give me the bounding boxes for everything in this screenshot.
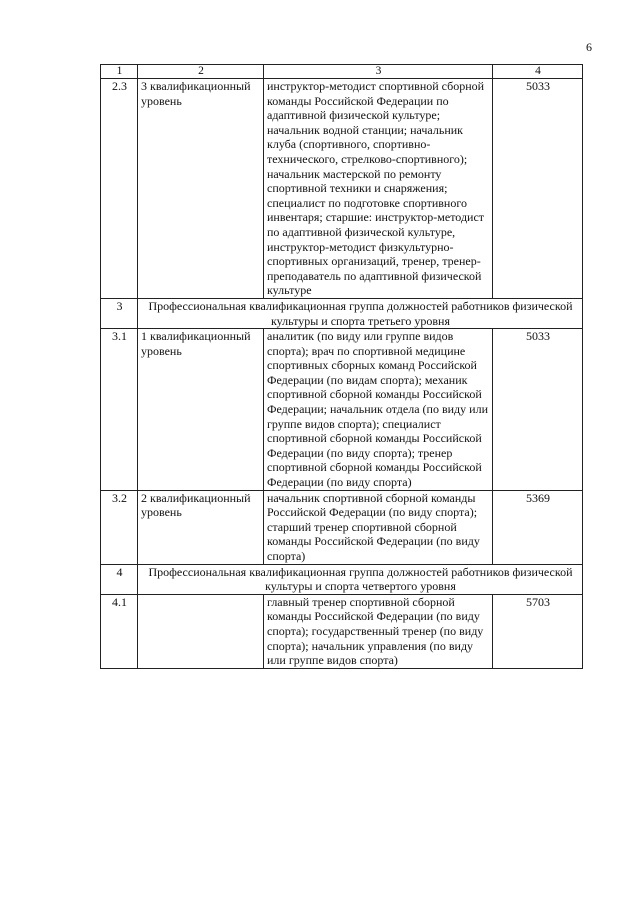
table-row [101, 490, 583, 564]
group-row [101, 298, 583, 328]
row-number: 2.3 [101, 79, 138, 299]
table-row [101, 329, 583, 491]
positions-list: инструктор-методист спортивной сборной команды Российской Федерации по адаптивной физической культуре; начальник водной станции; начальник клуба (спортивного, спортивно-технического, стрелково-спортивного); начальник мастерской по ремонту спортивной техники и снаряжения; специалист по подготовке спортивного инвентаря; старшие: инструктор-методист по адаптивной физической культуре, инструктор-методист физкультурно-спортивных организаций, тренер, тренер-преподаватель по адаптивной физической культуре [264, 79, 493, 299]
row-number: 3.2 [101, 490, 138, 564]
row-number: 3 [101, 298, 138, 328]
table-row [101, 594, 583, 668]
group-title: Профессиональная квалификационная группа должностей работников физической культуры и спорта четвертого уровня [138, 564, 583, 594]
header-cell-3: 3 [264, 65, 493, 79]
qualification-level: 1 квалификационный уровень [138, 329, 264, 491]
qualification-level: 2 квалификационный уровень [138, 490, 264, 564]
positions-list: аналитик (по виду или группе видов спорта); врач по спортивной медицине спортивных сборных команд Российской Федерации (по видам спорта); механик спортивной сборной команды Российской Федерации; начальник отдела (по виду или группе видов спорта); специалист спортивной сборной команды Российской Федерации (по виду спорта); тренер спортивной сборной команды Российской Федерации (по виду спорта) [264, 329, 493, 491]
row-number: 4.1 [101, 594, 138, 668]
salary-amount: 5703 [493, 594, 583, 668]
header-cell-4: 4 [493, 65, 583, 79]
qualification-level [138, 594, 264, 668]
header-cell-2: 2 [138, 65, 264, 79]
salary-table [100, 64, 583, 669]
table-row [101, 79, 583, 299]
row-number: 3.1 [101, 329, 138, 491]
qualification-level: 3 квалификационный уровень [138, 79, 264, 299]
positions-list: главный тренер спортивной сборной команды Российской Федерации (по виду спорта); государственный тренер (по виду спорта); начальник управления (по виду или группе видов спорта) [264, 594, 493, 668]
salary-amount: 5033 [493, 329, 583, 491]
row-number: 4 [101, 564, 138, 594]
positions-list: начальник спортивной сборной команды Российской Федерации (по виду спорта); старший тренер спортивной сборной команды Российской Федерации (по виду спорта) [264, 490, 493, 564]
salary-amount: 5369 [493, 490, 583, 564]
table-header-row [101, 65, 583, 79]
group-title: Профессиональная квалификационная группа должностей работников физической культуры и спорта третьего уровня [138, 298, 583, 328]
page-number: 6 [586, 40, 592, 54]
group-row [101, 564, 583, 594]
header-cell-1: 1 [101, 65, 138, 79]
salary-amount: 5033 [493, 79, 583, 299]
